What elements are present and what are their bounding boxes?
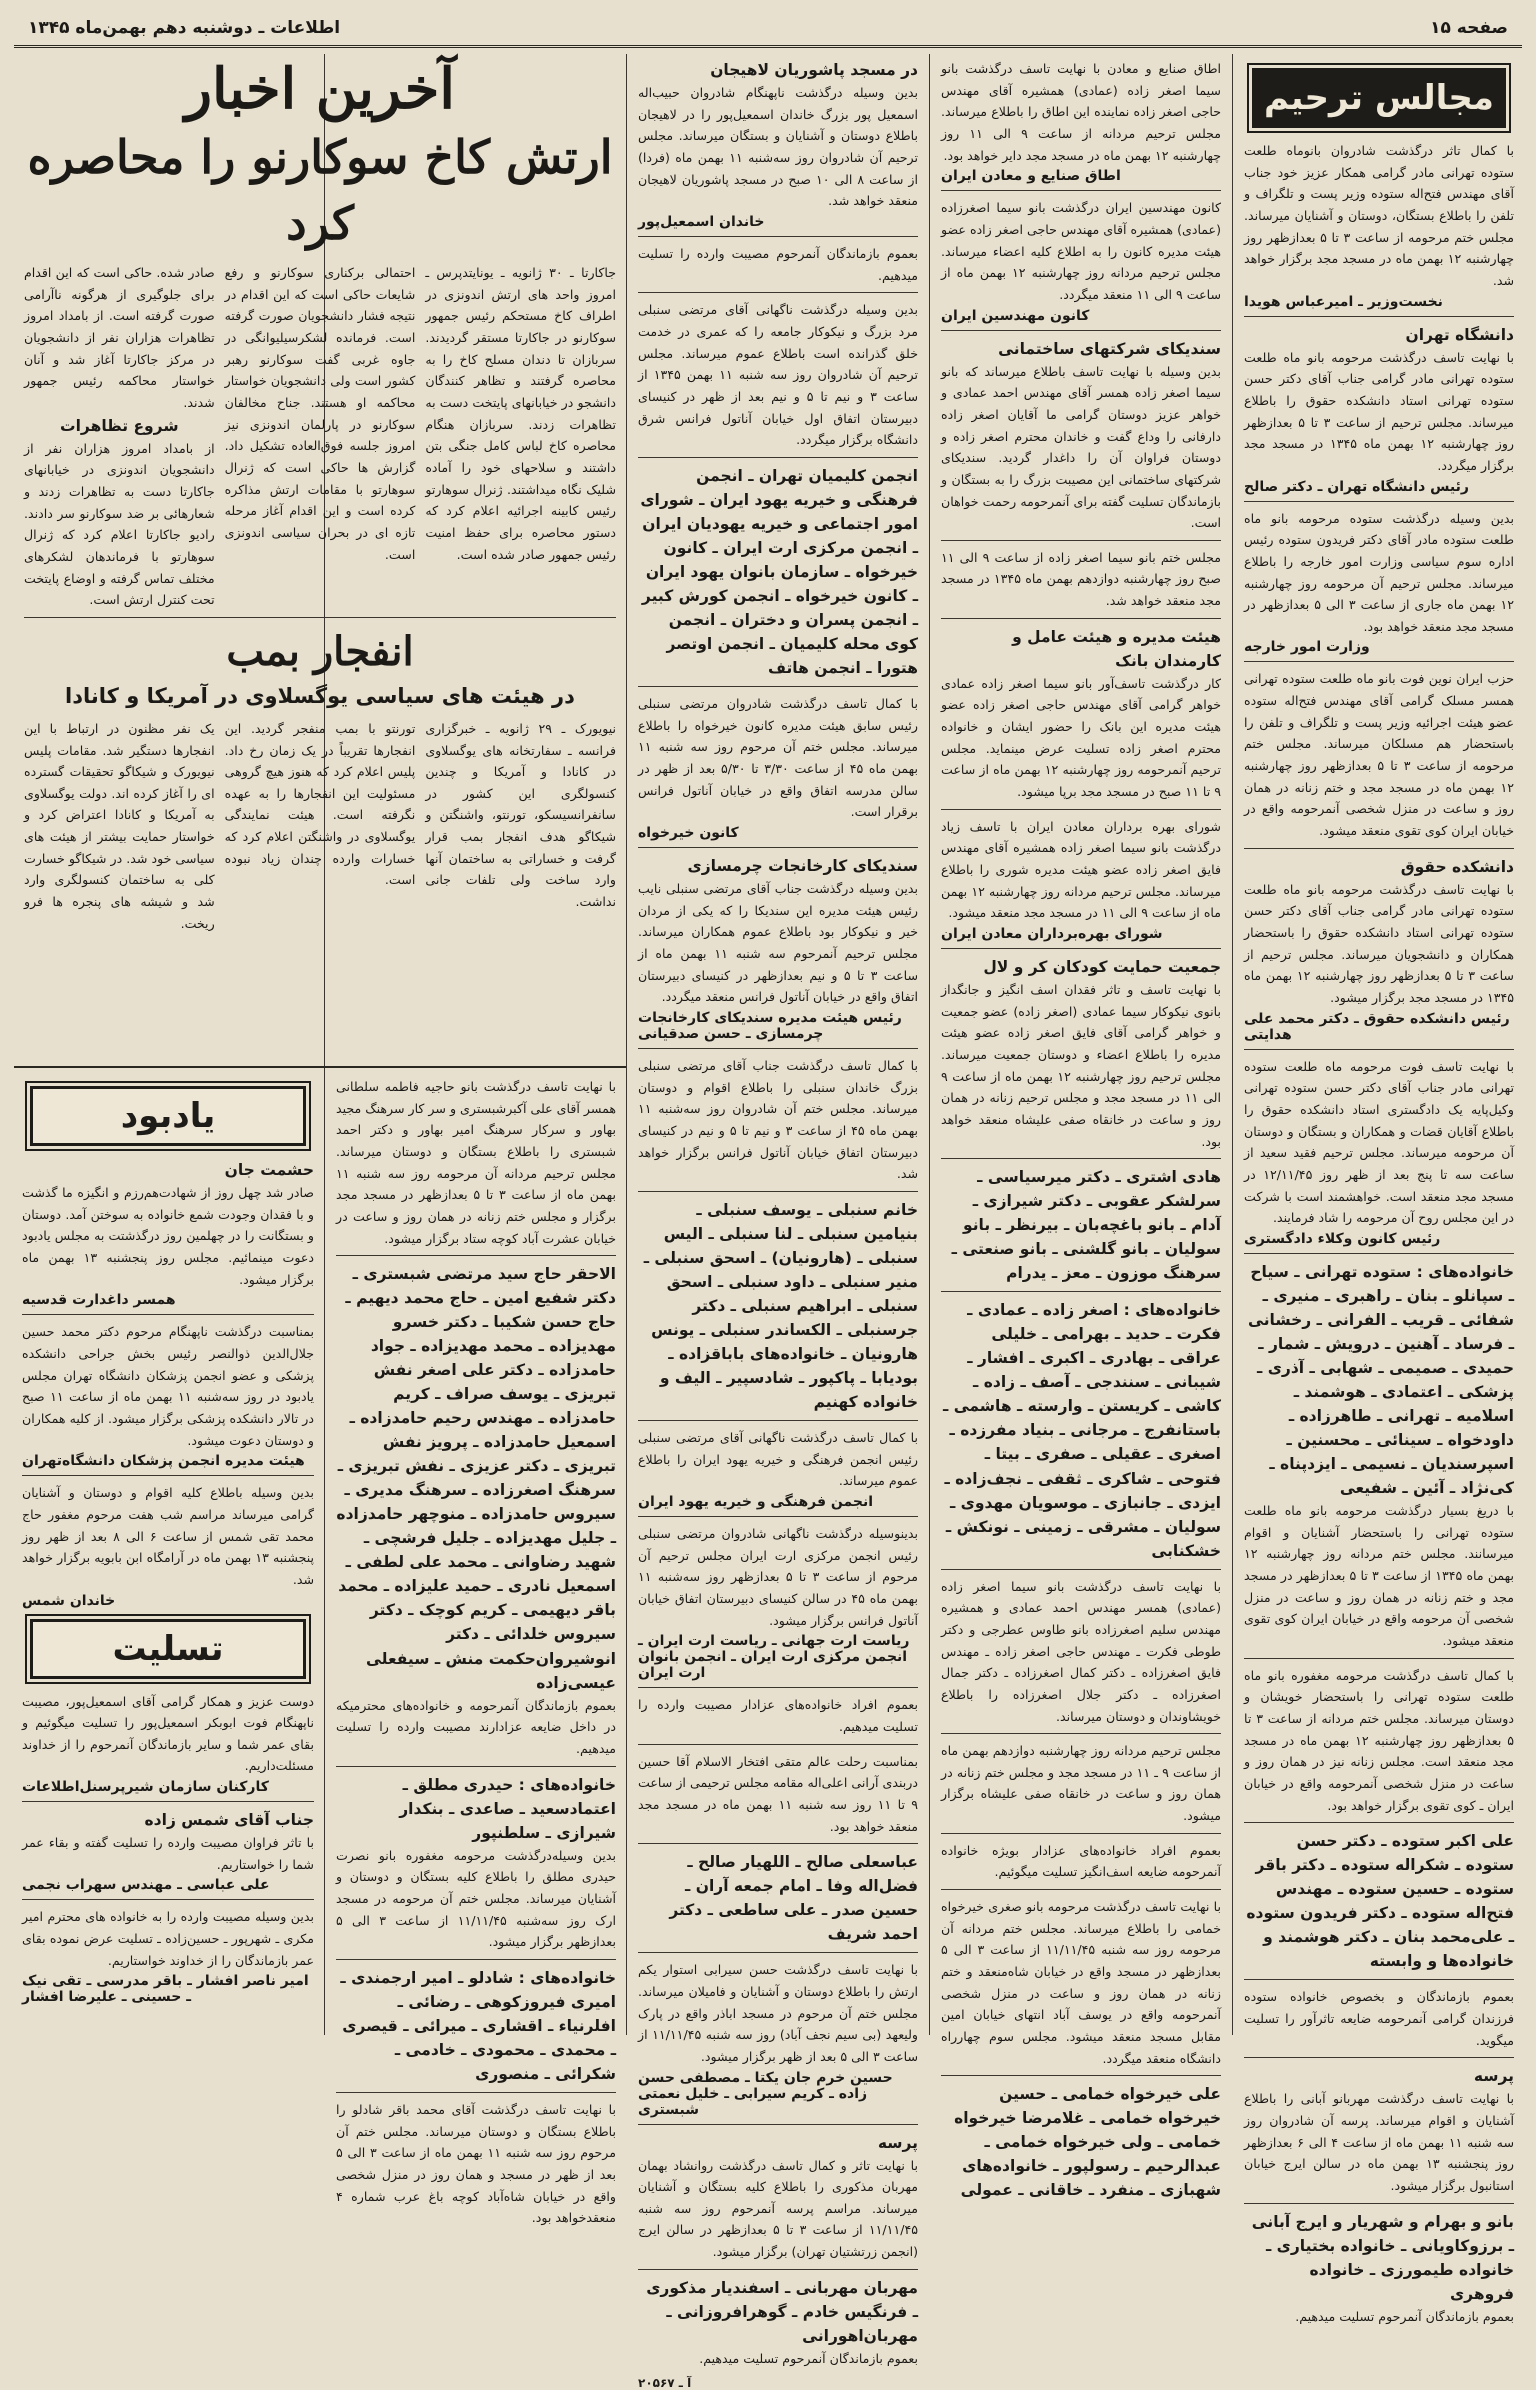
obituary-list	[941, 58, 1221, 2202]
notice-item	[941, 1165, 1221, 1285]
story-subhead: شروع تظاهرات	[60, 416, 179, 435]
notice-item	[1244, 1665, 1514, 1817]
divider	[941, 2075, 1221, 2076]
notice-signature: نخست‌وزیر ـ امیرعباس هویدا	[1244, 293, 1443, 310]
divider	[1244, 1049, 1514, 1050]
divider	[336, 2092, 616, 2093]
divider	[638, 1420, 918, 1421]
notice-item	[1244, 1829, 1514, 1973]
divider	[941, 1833, 1221, 1834]
divider	[941, 1733, 1221, 1734]
divider	[22, 1475, 314, 1476]
notice-signature: اطاق صنایع و معادن ایران	[941, 168, 1121, 185]
notice-body: بدین وسیله باطلاع کلیه اقوام و دوستان و آشنایان گرامی میرساند مراسم شب هفت مرحوم مغفور حاج محمد تقی شمس از ساعت ۶ الی ۸ بعد از ظهر روز پنجشنبه ۱۳ بهمن ماه در آرامگاه ابن بابویه برگزار خواهد شد.	[22, 1485, 315, 1587]
notice-body: با دریغ بسیار درگذشت مرحومه بانو ماه طلعت ستوده تهرانی را باستحضار آشنایان و اقوام میرسانند. مجلس ختم مردانه روز چهارشنبه ۱۲ بهمن ماه ۱۳۴۵ از ساعت ۳ تا ۵ بعدازظهر در مسجد مجد و ختم زنانه در همان روز و ساعت در منزل شخصی آن مرحومه واقع در خیابان ایران کوی تقوی منعقد میشود.	[1244, 1503, 1514, 1649]
notice-body: با نهایت تاسف درگذشت مرحومه بانو ماه طلعت ستوده تهرانی مادر گرامی جناب آقای دکتر حسن ستوده تهرانی استاد دانشکده حقوق را باستحضار همکاران و دانشجویان میرساند. مجلس ترحیم از ساعت ۳ تا ۵ بعدازظهر روز چهارشنبه ۱۲ بهمن ماه ۱۳۴۵ در مسجد مجد برگزار میشود.	[1244, 881, 1514, 1006]
notice-body: بدین وسیله درگذشت ناپهنگام شادروان حبیب‌اله اسمعیل پور بزرگ خاندان اسمعیل‌پور را در لاهیجان باطلاع دوستان و آشنایان و بستگان میرساند. مجلس ترحیم آن شادروان روز سه‌شنبه ۱۱ بهمن ماه (فردا) از ساعت ۸ الی ۱۰ صبح در مسجد پاشوریان لاهیجان منعقد خواهد شد.	[638, 85, 919, 209]
notice-item	[638, 1959, 918, 2117]
notice-body: شورای بهره برداران معادن ایران با تاسف زیاد درگذشت بانو سیما اصغر زاده همشیره آقای مهندس فایق اصغر زاده عضو هیئت مدیره شوری را باطلاع میرساند. مجلس ترحیم مردانه روز چهارشنبه ۱۲ بهمن ماه از ساعت ۹ الی ۱۱ در مسجد مجد منعقد میشود.	[941, 818, 1221, 921]
notice-heading: حشمت جان	[224, 1161, 314, 1179]
divider	[941, 190, 1221, 191]
notice-body: با کمال تاسف درگذشت شادروان مرتضی سنبلی رئیس سابق هیئت مدیره کانون خیرخواه را باطلاع میرساند. مجلس ختم آن مرحوم روز سه شنبه ۱۱ بهمن ماه ۴۵ از ساعت ۳/۳۰ تا ۵/۳۰ بعد از ظهر در سالن مدرسه اتفاق واقع در خیابان آناتول فرانس برقرار است.	[638, 696, 918, 820]
latest-news-block	[14, 54, 626, 1064]
divider	[638, 1952, 918, 1953]
notice-heading: هیئت مدیره و هیئت عامل و کارمندان بانک	[1012, 627, 1221, 670]
notice-heading: جناب آقای شمس زاده	[144, 1811, 314, 1830]
divider	[1244, 1253, 1514, 1254]
notice-body: بعموم بازماندگان آنمرحوم تسلیت میدهیم.	[1295, 2308, 1514, 2324]
notice-heading: در مسجد پاشوریان لاهیجان	[710, 61, 918, 79]
newspaper-page	[14, 10, 1522, 2390]
notice-heading: علی خیرخواه خمامی ـ حسین خیرخواه خمامی ـ غلامرضا خیرخواه خمامی ـ ولی خیرخواه خمامی ـ عبدالرحیم ـ رسولپور ـ خانواده‌های شهبازی ـ منفرد ـ خاقانی ـ عمولی	[954, 2085, 1221, 2200]
notice-heading: جمعیت حمایت کودکان کر و لال	[983, 958, 1221, 977]
divider	[1244, 2057, 1514, 2058]
divider	[941, 1569, 1221, 1570]
notice-item	[941, 337, 1221, 534]
notice-heading: خانواده‌های : ستوده تهرانی ـ سیاح ـ سپانلو ـ بنان ـ راهبری ـ منیری ـ شفائی ـ قریب ـ الفرانی ـ رخشانی ـ فرساد ـ آهنین ـ درویش ـ شمار ـ حمیدی ـ صمیمی ـ شهابی ـ آذری ـ پزشکی ـ اعتمادی ـ هوشمند ـ اسلامیه ـ تهرانی ـ طاهرزاده ـ داودخواه ـ سینائی ـ محسنین ـ اسپرسندیان ـ نسیمی ـ ایزدپناه ـ کی‌نژاد ـ آئین ـ شفیعی	[1248, 1262, 1514, 1498]
notice-item	[941, 1576, 1221, 1728]
notice-heading: علی اکبر ستوده ـ دکتر حسن ستوده ـ شکراله ستوده ـ دکتر باقر ستوده ـ حسین ستوده ـ مهندس فتح‌اله ستوده ـ دکتر فریدون ستوده ـ علی‌محمد بنان ـ دکتر هوشمند و خانواده‌ها و وابسته	[1246, 1832, 1514, 1971]
notice-body: بمناسبت درگذشت ناپهنگام مرحوم دکتر محمد حسین جلال‌الدین ذوالنصر رئیس بخش جراحی دانشکده پزشکی و عضو انجمن پزشکان دانشگاه تهران مجلس یادبود در روز سه‌شنبه ۱۱ بهمن ماه از ساعت ۱۱ صبح در تالار دانشکده پزشکی برگزار میشود. از کلیه همکاران و دوستان دعوت میشود.	[22, 1324, 314, 1448]
story-text: جاکارتا ـ ۳۰ ژانویه ـ یونایتدپرس ـ امروز واحد های ارتش اندونزی در اطراف کاخ مستحکم رئیس جمهور سوکارنو در جاکارتا مستقر گردیدند. سربازان تا دندان مسلح کاخ را به محاصره گرفتند و تظاهر کنندگان دانشجو در خیابانهای پایتخت دست به تظاهرات زدند. سربازان هنگام محاصره کاخ لباس کامل جنگی بتن داشتند و سلاحهای خود را آماده شلیک نگاه میداشتند. ژنرال سوهارتو رئیس کابینه اجرائیه اعلام کرد که دستور محاصره برای حفظ امنیت رئیس جمهور صادر شده است.	[425, 265, 617, 562]
notice-item	[941, 58, 1221, 184]
notice-body: با نهایت تاسف درگذشت بانو سیما اصغر زاده (عمادی) همسر مهندس احمد عمادی و همشیره مهندس سلیم اصغرزاده بانو طاوس عطرجی و دکتر طوطی فکرت ـ مهندس حاجی اصغر زاده ـ مهندس فایق اصغرزاده ـ دکتر کمال اصغرزاده ـ دکتر جمال اصغرزاده ـ دکتر جلال اصغرزاده را باطلاع خویشاوندان و دوستان میرساند.	[941, 1578, 1221, 1724]
notice-item	[638, 1751, 918, 1838]
divider	[14, 1066, 626, 1068]
divider	[941, 809, 1221, 810]
divider	[638, 236, 918, 237]
notice-body: بدین وسیله با نهایت تاسف باطلاع میرساند که بانو سیما اصغر زاده همسر آقای مهندس احمد عمادی و خواهر عزیز دوستان گرامی ما آقایان اصغر زاده دارفانی را وداع گفت و خاندان محترم اصغر زاده و دوستان فراوان آن را داغدار گردید. سندیکای شرکتهای ساختمانی این مصیبت بزرگ را به بستگان و بازماندگان تسلیت گفته برای آنمرحومه رحمت خواهان است.	[941, 363, 1221, 531]
divider	[941, 1291, 1221, 1292]
notice-item	[638, 1198, 918, 1414]
divider	[22, 1801, 314, 1802]
notice-signature: امیر ناصر افشار ـ باقر مدرسی ـ تقی نیک ـ حسینی ـ علیرضا افشار	[22, 1973, 309, 2006]
running-head	[14, 10, 1522, 48]
column-obituaries	[1236, 54, 1522, 2324]
divider	[638, 1516, 918, 1517]
notice-body: بدین وسیله‌درگذشت مرحومه مغفوره بانو نصرت حیدری مطلق را باطلاع کلیه بستگان و دوستان و آشنایان میرساند. مجلس ختم آن مرحومه در مسجد ارک روز سه‌شنبه ۱۱/۱۱/۴۵ از ساعت ۳ الی ۵ بعدازظهر برگزار میشود.	[336, 1847, 616, 1950]
notice-item	[1244, 323, 1514, 495]
notice-signature: خاندان اسمعیل‌پور	[638, 213, 765, 230]
notice-body: اطاق صنایع و معادن با نهایت تاسف درگذشت بانو سیما اصغر زاده (عمادی) همشیره آقای مهندس حاجی اصغر زاده نماینده این اطاق را باطلاع میرساند. مجلس ترحیم مردانه از ساعت ۹ الی ۱۱ روز چهارشنبه ۱۲ بهمن ماه در مسجد مجد دایر خواهد بود.	[941, 61, 1222, 163]
notice-body: بعموم افراد خانواده‌های عزادار مصیبت وارده را تسلیت میدهیم.	[638, 1697, 918, 1734]
divider	[336, 1255, 616, 1256]
notice-body: بدین وسیله درگذشت ستوده مرحومه بانو ماه طلعت ستوده مادر آقای دکتر فریدون ستوده رئیس اداره سوم سیاسی وزارت امور خارجه را باطلاع میرساند. مجلس ترحیم آن مرحومه روز چهارشنبه ۱۲ بهمن ماه جاری از ساعت ۳ الی ۵ بعدازظهر در مسجد مجد منعقد خواهد بود.	[1244, 510, 1515, 634]
divider	[941, 1889, 1221, 1890]
divider	[1244, 2203, 1514, 2204]
divider	[22, 1899, 314, 1900]
notice-heading: انجمن کلیمیان تهران ـ انجمن فرهنگی و خیریه یهود ایران ـ شورای امور اجتماعی و خیریه یهودیان ایران ـ انجمن مرکزی ارت ایران ـ کانون خیرخواه ـ سازمان بانوان یهود ایران ـ کانون خیرخواه ـ انجمن کورش کبیر ـ انجمن پسران و دختران ـ انجمن کوی محله کلیمیان ـ انجمن اوتصر هتورا ـ انجمن هاتف	[640, 466, 918, 677]
divider	[941, 618, 1221, 619]
notice-body: مجلس ختم بانو سیما اصغر زاده از ساعت ۹ الی ۱۱ صبح روز چهارشنبه دوازدهم بهمن ماه ۱۳۴۵ در مسجد مجد منعقد خواهد شد.	[941, 549, 1221, 609]
latest-news-banner: آخرین اخبار	[185, 56, 455, 122]
obituary-list	[638, 58, 918, 2370]
section-title-yadbud: یادبود	[30, 1086, 306, 1146]
divider	[638, 292, 918, 293]
notice-body: با نهایت تاسف درگذشت مرحومه بانو صغری خیرخواه خمامی را باطلاع میرساند. مجلس ختم مردانه آن مرحومه روز سه شنبه ۱۱/۱۱/۴۵ از ساعت ۳ الی ۵ بعدازظهر در مسجد واقع در خیابان شاه‌منعقد و ختم زنانه در همان روز و ساعت در منزل شخصی آنمرحومه واقع در یوسف آباد انتهای خیابان امین مقابل مسجد منعقد میشود. مجلس سوم چهارراه دانشگاه منعقد میگردد.	[941, 1899, 1221, 2066]
notice-item	[1244, 2210, 1514, 2328]
notice-item	[22, 1321, 314, 1469]
notice-body: حزب ایران نوین فوت بانو ماه طلعت ستوده تهرانی همسر مسلک گرامی آقای مهندس فتح‌اله ستوده عضو هیئت اجرائیه وزیر پست و تلگراف و تلفن را باستحضار هم مسلکان میرساند. مجلس ختم مرحومه از ساعت ۳ تا ۵ بعدازظهر روز چهارشنبه ۱۲ بهمن ماه در مسجد مجد و ختم زنانه در همان روز و ساعت در منزل شخصی آنمرحومه واقع در خیابان ایران کوی تقوی منعقد میشود.	[1244, 671, 1515, 839]
notice-item	[941, 955, 1221, 1152]
notice-heading: هادی اشتری ـ دکتر میرسیاسی ـ سرلشکر عقوبی ـ دکتر شیرازی ـ آدام ـ بانو باغچه‌بان ـ بیرنظر ـ بانو سولیان ـ بانو گلشنی ـ بانو صنعتی ـ سرهنگ موزون ـ معز ـ یدرام	[951, 1168, 1221, 1283]
divider	[638, 686, 918, 687]
notice-item	[638, 243, 918, 286]
notice-body: بدین وسیله درگذشت ناگهانی آقای مرتضی سنبلی مرد بزرگ و نیکوکار جامعه را که عمری در خدمت خلق گذرانده است باطلاع عموم میرساند. مجلس ترحیم آن شادروان روز سه شنبه ۱۱ بهمن ۱۳۴۵ از ساعت ۳ و نیم تا ۵ و نیم بعد از ظهر در کنیسای دبیرستان اتفاق اول خیابان آناتول فرانس شرق دانشگاه برگزار میگردد.	[638, 302, 918, 448]
notice-item	[941, 547, 1221, 612]
divider	[336, 1959, 616, 1960]
notice-item	[336, 1966, 616, 2086]
story-sukarno	[24, 262, 616, 611]
column-obituaries-2	[933, 54, 1229, 2200]
story-bomb	[24, 718, 616, 935]
ad-code: آ ـ ۲۰۵۶۷	[638, 2375, 692, 2390]
notice-body: با نهایت تاسف درگذشت آقای محمد باقر شادلو را باطلاع بستگان و دوستان میرساند. مجلس ختم آن مرحوم روز سه شنبه ۱۱ بهمن ماه از ساعت ۳ الی ۵ بعد از ظهر در مسجد و همان روز در منزل شخصی واقع در خیابان شاه‌آباد کوچه باغ عرب شماره ۴ منعقدخواهد بود.	[336, 2101, 617, 2226]
section-title-taslit: تسلیت	[30, 1619, 306, 1679]
notice-body: با نهایت تاسف درگذشت مرحومه بانو ماه طلعت ستوده تهرانی مادر گرامی جناب آقای دکتر حسن ستوده تهرانی استاد دانشکده حقوق را باطلاع میرساند. مجلس ترحیم از ساعت ۳ تا ۵ بعدازظهر روز چهارشنبه ۱۲ بهمن ماه ۱۳۴۵ در مسجد مجد برگزار میگردد.	[1244, 349, 1514, 473]
page-number: صفحه ۱۵	[1430, 17, 1508, 38]
notice-item	[638, 464, 918, 680]
notice-body: بعموم بازماندگان و بخصوص خانواده ستوده فرزندان گرامی آنمرحومه ضایعه تاثرآور را تسلیت میگوید.	[1244, 1989, 1514, 2048]
notice-signature: کانون خیرخواه	[638, 824, 739, 841]
notice-heading: سندیکای شرکتهای ساختمانی	[998, 339, 1221, 358]
notice-item	[638, 1694, 918, 1737]
column-memorial	[14, 1072, 322, 2035]
notice-item	[1244, 508, 1514, 656]
section-title-majales-tarhim: مجالس ترحیم	[1252, 68, 1506, 128]
story-text: صادر شده. حاکی است که این اقدام برای جلوگیری از هرگونه ناآرامی صورت گرفته است. از بامداد امروز تظاهرات هزاران نفر از دانشجویان در مرکز جاکارتا آغاز شد و آنان خواستار محاکمه رئیس جمهور شدند.	[23, 265, 215, 410]
divider	[336, 1766, 616, 1767]
notice-item	[941, 2082, 1221, 2202]
notice-body: بعموم بازماندگان آنمرحوم تسلیت میدهیم.	[699, 2350, 918, 2366]
notice-signature: رئیس هیئت مدیره سندیکای کارخانجات چرمسازی ـ حسن صدقیانی	[638, 1009, 902, 1042]
notice-body: با کمال تاسف درگذشت ناگهانی آقای مرتضی سنبلی رئیس انجمن فرهنگی و خیریه یهود ایران را باطلاع عموم میرساند.	[638, 1429, 918, 1489]
notice-body: بعموم افراد خانواده‌های عزادار بویژه خانواده آنمرحومه ضایعه اسف‌انگیز تسلیت میگوئیم.	[941, 1842, 1221, 1880]
notice-item	[941, 1840, 1221, 1883]
notice-item	[1244, 140, 1514, 310]
obituary-list	[1244, 140, 1514, 2327]
notice-heading: پرسه	[877, 2133, 918, 2152]
notice-heading: بانو و بهرام و شهریار و ایرج آبانی ـ برزوکاویانی ـ خانواده بختیاری ـ خانواده طیمورزی ـ خانواده فروهری	[1251, 2212, 1514, 2303]
date-line: اطلاعات ـ دوشنبه دهم بهمن‌ماه ۱۳۴۵	[28, 17, 341, 38]
notice-item	[1244, 668, 1514, 841]
notice-signature: حسین خرم جان یکتا ـ مصطفی حسن زاده ـ کریم سیرابی ـ خلیل نعمتی شبستری	[638, 2069, 893, 2118]
notice-item	[941, 1896, 1221, 2069]
notice-body: کانون مهندسین ایران درگذشت بانو سیما اصغرزاده (عمادی) همشیره آقای مهندس حاجی اصغر زاده عضو هیئت مدیره کانون را به اطلاع کلیه اعضاء میرساند. مجلس ترحیم مردانه روز چهارشنبه ۱۲ بهمن ماه از ساعت ۹ الی ۱۱ منعقد میگردد.	[941, 200, 1221, 302]
notice-body: با نهایت تاثر و کمال تاسف درگذشت روانشاد بهمان مهربان مذکوری را باطلاع کلیه بستگان و آشنایان میرساند. مراسم پرسه آنمرحوم روز سه شنبه ۱۱/۱۱/۴۵ از ساعت ۳ تا ۵ بعدازظهر در سالن ایرج (انجمن زرتشتیان تهران) برگزار میشود.	[638, 2157, 918, 2260]
notice-body: با نهایت تاسف درگذشت حسن سیرابی استوار یکم ارتش را باطلاع دوستان و آشنایان و فامیلان میرساند. مجلس ختم آن مرحوم در مسجد اباذر واقع در پارک ولیعهد (بی سیم نجف آباد) روز سه شنبه ۱۱/۱۱/۴۵ از ساعت ۳ الی ۵ بعد از ظهر برگزار میشود.	[638, 1962, 918, 2064]
column-rule	[626, 54, 627, 2035]
notice-signature: انجمن فرهنگی و خیریه یهود ایران	[638, 1493, 874, 1510]
story-text: از بامداد امروز هزاران نفر از دانشجویان اندونزی در خیابانهای جاکارتا دست به تظاهرات زدند و شعارهائی بر ضد سوکارنو سر دادند. رادیو جاکارتا اعلام کرد که ژنرال سوهارتو با فرماندهان لشکرهای مختلف تماس گرفته و اوضاع پایتخت تحت کنترل ارتش است.	[23, 440, 215, 608]
notice-signature: همسر داغدارت قدسیه	[22, 1292, 176, 1309]
notice-heading: خانواده‌های : اصغر زاده ـ عمادی ـ فکرت ـ حدید ـ بهرامی ـ خلیلی عراقی ـ بهادری ـ اکبری ـ افشار ـ شیبانی ـ سنندجی ـ آصف ـ زاده ـ کاشی ـ کریستن ـ وارسته ـ هاشمی ـ باستانفرج ـ مرجانی ـ بنیاد مفرزده ـ اصغری ـ عقیلی ـ صفری ـ بیتا ـ فتوحی ـ شاکری ـ ثقفی ـ نجف‌زاده ـ ایزدی ـ جانبازی ـ موسویان مهدوی ـ سولیان ـ مشرقی ـ زمینی ـ نونکش ـ خشکنابی	[943, 1301, 1221, 1560]
divider	[638, 847, 918, 848]
notice-heading: مهربان مهربانی ـ اسفندیار مذکوری ـ فرنگیس خادم ـ گوهرافروزانی ـ مهربان‌اهورانی	[646, 2278, 918, 2345]
notice-item	[336, 2099, 616, 2229]
notice-body: بمناسبت رحلت عالم متقی افتخار الاسلام آقا حسین دربندی آرانی اعلی‌اله مقامه مجلس ترحیمی از ساعت ۹ تا ۱۱ روز سه شنبه ۱۱ بهمن ماه در مسجد مجد منعقد خواهد بود.	[638, 1753, 918, 1834]
divider	[941, 948, 1221, 949]
notice-heading: پرسه	[1473, 2067, 1514, 2086]
story-text: نیویورک ـ ۲۹ ژانویه ـ خبرگزاری فرانسه ـ سفارتخانه های یوگسلاوی در کانادا و آمریکا و چندین کنسولگری این کشور در سانفرانسیسکو، تورنتو، واشنگتن و شیکاگو هدف انفجار بمب قرار گرفت و خساراتی به ساختمان آنها وارد ساخت ولی تلفات جانی نداشت.	[425, 720, 617, 910]
notice-item	[638, 1850, 918, 1946]
divider	[638, 457, 918, 458]
notice-body: با نهایت تاسف درگذشت مهربانو آبانی را باطلاع آشنایان و اقوام میرساند. پرسه آن شادروان روز سه شنبه ۱۱ بهمن ماه از ساعت ۴ الی ۶ بعدازظهر روز پنجشنبه ۱۳ بهمن ماه در سالن ایرج خیابان استانبول برگزار میشود.	[1244, 2091, 1514, 2193]
obituary-list	[336, 1076, 616, 2229]
divider	[1244, 1979, 1514, 1980]
notice-signature: رئیس دانشگاه تهران ـ دکتر صالح	[1244, 478, 1469, 495]
notice-item	[1244, 1986, 1514, 2051]
notice-signature: رئیس دانشکده حقوق ـ دکتر محمد علی هدایتی	[1244, 1010, 1510, 1043]
notice-item	[941, 625, 1221, 803]
notice-body: با کمال تاثر درگذشت شادروان بانوماه طلعت ستوده تهرانی مادر گرامی همکار عزیز خود جناب آقای مهندس فتح‌اله ستوده وزیر پست و تلگراف و تلفن را باطلاع بستگان، دوستان و آشنایان میرساند. مجلس ختم مرحومه از ساعت ۳ تا ۵ بعدازظهر روز چهارشنبه ۱۲ بهمن ماه در مسجد مجد برگزار خواهد شد.	[1244, 143, 1514, 288]
notice-body: بدین وسیله مصیبت وارده را به خانواده های محترم امیر مکری ـ شهرپور ـ حسین‌زاده ـ تسلیت عرض نموده بقای عمر بازماندگان را از خداوند خواستاریم.	[22, 1909, 314, 1968]
notice-body: کار درگذشت تاسف‌آور بانو سیما اصغر زاده عمادی خواهر گرامی آقای مهندس حاجی اصغر زاده عضو هیئت مدیره این بانک را حضور ایشان و خانواده محترم اصغر زاده تسلیت عرض مینماید. مجلس ترحیم آنمرحومه روز چهارشنبه ۱۲ بهمن ماه از ساعت ۹ تا ۱۱ صبح در مسجد مجد برپا میشود.	[941, 675, 1221, 800]
notice-heading: دانشکده حقوق	[1400, 857, 1514, 876]
notice-signature: علی عباسی ـ مهندس سهراب نجمی	[22, 1877, 270, 1894]
notice-item	[941, 816, 1221, 942]
notice-item	[1244, 855, 1514, 1043]
divider	[941, 330, 1221, 331]
notice-body: بدین وسیله درگذشت جناب آقای مرتضی سنبلی نایب رئیس هیئت مدیره این سندیکا را که یکی از مردان خیر و نیکوکار بود باطلاع عموم همکاران میرساند. مجلس ترحیم آنمرحوم سه شنبه ۱۱ بهمن ماه از ساعت ۳ تا ۵ و نیم بعدازظهر در کنیسای دبیرستان اتفاق واقع در خیابان آناتول فرانس منعقد میگردد.	[638, 880, 918, 1005]
notice-item	[638, 854, 918, 1042]
notice-item	[638, 1055, 918, 1185]
notice-body: با تاثر فراوان مصیبت وارده را تسلیت گفته و بقاء عمر شما را خواستاریم.	[22, 1835, 314, 1872]
divider	[1244, 1658, 1514, 1659]
divider	[1244, 316, 1514, 317]
notice-item	[638, 299, 918, 451]
notice-body: با کمال تاسف درگذشت مرحومه مغفوره بانو ماه طلعت ستوده تهرانی را باستحضار خویشان و دوستان میرساند. مجلس ختم مردانه از ساعت ۳ تا ۵ بعدازظهر روز چهارشنبه ۱۲ بهمن ماه در مسجد مجد منعقد است. مجلس زنانه نیز در همان روز و ساعت در منزل شخصی آنمرحومه واقع در خیابان ایران ـ کوی تقوی برگزار خواهد بود.	[1244, 1667, 1514, 1813]
headline-sukarno: ارتش کاخ سوکارنو را محاصره کرد	[27, 130, 613, 250]
notice-item	[1244, 1260, 1514, 1652]
notice-signature: رئیس کانون وکلاء دادگستری	[1244, 1230, 1441, 1247]
headline-bomb: انفجار بمب	[226, 627, 414, 675]
divider	[638, 1687, 918, 1688]
notice-body: با کمال تاسف درگذشت جناب آقای مرتضی سنبلی بزرگ خاندان سنبلی را باطلاع اقوام و دوستان میرساند. مجلس ختم آن شادروان روز سه‌شنبه ۱۱ بهمن ماه ۴۵ از ساعت ۳ و نیم تا ۵ و نیم در کنیسای دبیرستان اتفاق خیابان آناتول فرانس برگزار خواهد شد.	[638, 1057, 919, 1182]
notice-item	[638, 1523, 918, 1681]
notice-item	[638, 58, 918, 230]
notice-item	[22, 1158, 314, 1308]
divider	[638, 2124, 918, 2125]
notice-body: بعموم بازماندگان آنمرحوم مصیبت وارده را تسلیت میدهیم.	[638, 245, 918, 283]
notice-body: بدینوسیله درگذشت ناگهانی شادروان مرتضی سنبلی رئیس انجمن مرکزی ارت ایران مجلس ترحیم آن مرحوم از ساعت ۳ تا ۵ بعدازظهر روز سه‌شنبه ۱۱ بهمن ماه ۴۵ در سالن کنیسای دبیرستان اتفاق خیابان آناتول فرانس برگزار میشود.	[638, 1525, 918, 1628]
divider	[1244, 848, 1514, 849]
notice-heading: الاحقر حاج سید مرتضی شبستری ـ دکتر شفیع امین ـ حاج محمد دیهیم ـ حاج حسن شکیبا ـ دکتر خسرو مهدیزاده ـ محمد مهدیزاده ـ جواد حامدزاده ـ دکتر علی اصغر نفش تبریزی ـ یوسف صراف ـ کریم حامدزاده ـ مهندس رحیم حامدزاده ـ اسمعیل حامدزاده ـ پرویز نفش تبریزی ـ دکتر عزیزی ـ نفش تبریزی ـ سرهنگ اصغرزاده ـ سرهنگ مدیری ـ سیروس حامدزاده ـ منوچهر حامدزاده ـ جلیل مهدیزاده ـ جلیل فرشچی ـ شهید رضاوانی ـ محمد علی لطفی ـ اسمعیل نادری ـ حمید علیزاده ـ محمد باقر دیهیمی ـ کریم کوچک ـ دکتر سیروس خلدائی ـ دکتر انوشیروان‌حکمت منش ـ سیفعلی عیسی‌زاده	[336, 1265, 616, 1692]
notice-item	[638, 693, 918, 841]
notice-item	[941, 1298, 1221, 1562]
notice-body: با نهایت تاسف و تاثر فقدان اسف انگیز و جانگداز بانوی نیکوکار سیما عمادی (اصغر زاده) عضو جمعیت و خواهر گرامی آقای فایق اصغر زاده عضو هیئت مدیره را باطلاع اعضاء و دوستان جمعیت میرساند. مجلس ترحیم روز چهارشنبه ۱۲ بهمن ماه از ساعت ۹ الی ۱۱ در مسجد مجد و مجلس ترحیم زنانه در همان روز و ساعت در خانقاه صفی علیشاه منعقد خواهد بود.	[941, 982, 1222, 1149]
column-obituaries-3	[630, 54, 926, 2390]
story-text: تورنتو با بمب منفجر گردید. این انفجارها تقریباً در یک زمان رخ داد. پلیس اعلام کرد که هنوز هیچ گروهی مسئولیت این انفجارها را به عهده نگرفته است. هیئت نمایندگی یوگسلاوی در واشنگتن اعلام کرد که خسارات وارده چندان زیاد نبوده است.	[224, 720, 416, 888]
notice-item	[638, 2276, 918, 2370]
notice-body: با نهایت تاسف درگذشت بانو حاجیه فاطمه سلطانی همسر آقای علی آکبرشبستری و سر کار سرهنگ مجید بهاور و سرکار سرهنگ امیر بهاور و دکتر احمد شبستری را باطلاع بستگان و دوستان میرساند. مجلس ترحیم مردانه آن مرحومه روز سه شنبه ۱۱ بهمن ماه از ساعت ۳ تا ۵ بعدازظهر در مسجد مجد برگزار و مجلس ختم زنانه در همان روز و ساعت در خیابان عشرت آباد کوچه ستاد برگزار میشود.	[336, 1079, 616, 1246]
notice-item	[1244, 2064, 1514, 2196]
column-obituaries-4	[328, 1072, 624, 2226]
notice-signature: ریاست ارت جهانی ـ ریاست ارت ایران ـ انجمن مرکزی ارت ایران ـ انجمن بانوان ارت ایران	[638, 1633, 910, 1682]
divider	[638, 2269, 918, 2270]
notice-item	[336, 1262, 616, 1759]
condolence-list	[22, 1691, 314, 2006]
divider	[638, 1744, 918, 1745]
notice-item	[22, 1482, 314, 1608]
notice-item	[1244, 1056, 1514, 1247]
notice-body: مجلس ترحیم مردانه روز چهارشنبه دوازدهم بهمن ماه از ساعت ۹ ـ ۱۱ در مسجد مجد و مجلس ختم زنانه در همان روز و ساعت در خانقاه صفی علیشاه برگزار میشود.	[941, 1743, 1221, 1824]
notice-signature: هیئت مدیره انجمن پزشکان دانشگاه‌تهران	[22, 1453, 305, 1470]
notice-signature: کانون مهندسین ایران	[941, 307, 1090, 324]
divider	[22, 1314, 314, 1315]
notice-item	[941, 1740, 1221, 1827]
notice-body: با نهایت تاسف فوت مرحومه ماه طلعت ستوده تهرانی مادر جناب آقای دکتر حسن ستوده تهرانی وکیل‌پایه یک دادگستری استاد دانشکده حقوق را باطلاع آقایان قضات و همکاران و بستگان و دوستان آن مرحومه میرساند. مجلس ترحیم فقید سعید از ساعت سه تا پنج بعد از ظهر روز ۱۲/۱۱/۴۵ در مسجد مجد منعقد است. خواهشمند است با شرکت در این مجلس روح آن مرحومه را شاد فرمایند.	[1244, 1058, 1515, 1226]
divider	[1244, 661, 1514, 662]
column-rule	[929, 54, 930, 2035]
notice-body: دوست عزیز و همکار گرامی آقای اسمعیل‌پور، مصیبت ناپهنگام فوت ابوبکر اسمعیل‌پور را تسلیت میگوئیم و بقای عمر شما و سایر بازماندگان آنمرحوم را از خداوند مسئلت‌داریم.	[22, 1693, 314, 1774]
notice-heading: خانواده‌های : شادلو ـ امیر ارجمندی ـ امیری فیروزکوهی ـ رضائی ـ افلرنیاء ـ اقشاری ـ میرائی ـ قیصری ـ محمدی ـ محمودی ـ خادمی ـ شکرائی ـ منصوری	[340, 1968, 616, 2083]
divider	[638, 1843, 918, 1844]
column-rule	[1232, 54, 1233, 2035]
notice-item	[638, 2131, 918, 2263]
divider	[941, 540, 1221, 541]
notice-signature: کارکنان سازمان شیرپرسنل‌اطلاعات	[22, 1779, 269, 1796]
divider	[941, 1158, 1221, 1159]
notice-item	[22, 1808, 314, 1893]
notice-item	[336, 1076, 616, 1249]
notice-signature: خاندان شمس	[22, 1592, 116, 1609]
notice-heading: سندیکای کارخانجات چرمسازی	[687, 856, 918, 875]
notice-item	[638, 1427, 918, 1510]
subheadline-bomb: در هیئت های سیاسی یوگسلاوی در آمریکا و کانادا	[65, 683, 575, 708]
notice-body: صادر شد چهل روز از شهادت‌هم‌رزم و انگیزه ما گذشت و با فقدان وجودت شمع خانواده به سوختن آمد. دوستان و بستگانت را در چهلمین روز درگذشتت به مجلس یادبود دعوت مینمائیم. مجلس روز پنجشنبه ۱۳ بهمن ماه برگزار میشود.	[22, 1185, 314, 1287]
notice-body: بعموم بازماندگان آنمرحومه و خانواده‌های محترمیکه در داخل ضایعه عزادارند مصیبت وارده را تسلیت میدهیم.	[336, 1697, 616, 1756]
divider	[638, 1191, 918, 1192]
notice-heading: دانشگاه تهران	[1405, 325, 1514, 344]
notice-heading: عباسعلی صالح ـ اللهیار صالح ـ فضل‌اله وفا ـ امام جمعه آران ـ حسین صدر ـ علی ساطعی ـ دکتر احمد شریف	[669, 1853, 918, 1944]
notice-item	[336, 1773, 616, 1953]
memorial-list	[22, 1158, 314, 1609]
notice-signature: شورای بهره‌برداران معادن ایران	[941, 926, 1163, 943]
divider	[1244, 501, 1514, 502]
story-text: یک نفر مظنون در ارتباط با این انفجارها دستگیر شد. مقامات پلیس نیویورک و شیکاگو تحقیقات گسترده ای را آغاز کرده اند. دولت یوگسلاوی به آمریکا و کانادا اعتراض کرد و خواستار حمایت بیشتر از هیئت های سیاسی خود شد. در شیکاگو خسارت کلی به ساختمان کنسولگری وارد شد و شیشه های پنجره ها فرو ریخت.	[23, 720, 215, 931]
story-text: احتمالی برکناری سوکارنو و رفع شایعات حاکی است که این اقدام در نتیجه فشار دانشجویان صورت گرفته است. فرمانده لشکرسیلیوانگی در جاوه غربی گفت سوکارنو رهبر کشور است ولی دانشجویان خواستار محاکمه او هستند. جناح مخالفان سوکارنو در پارلمان اندونزی نیز امروز جلسه فوق‌العاده تشکیل داد. گزارش ها حاکی است که ژنرال سوهارتو با مقامات ارتش مذاکره کرده است و این اقدام آغاز مرحله تازه ای در بحران سیاسی اندونزی است.	[224, 265, 416, 562]
notice-item	[941, 197, 1221, 323]
divider	[638, 1048, 918, 1049]
notice-heading: خانواده‌های : حیدری مطلق ـ اعتمادسعید ـ صاعدی ـ بنکدار شیرازی ـ سلطنپور	[399, 1775, 616, 1842]
notice-heading: خانم سنبلی ـ یوسف سنبلی ـ بنیامین سنبلی ـ لنا سنبلی ـ الیس سنبلی ـ (هارونیان) ـ اسحق سنبلی ـ منیر سنبلی ـ داود سنبلی ـ اسحق سنبلی ـ ابراهیم سنبلی ـ دکتر جرسنبلی ـ الکساندر سنبلی ـ یونس هارونیان ـ خانواده‌های باباقزاده ـ بودیابا ـ پاکپور ـ شادسپیر ـ الیف و خانواده کهنیم	[643, 1200, 918, 1411]
notice-item	[22, 1691, 314, 1796]
notice-signature: وزارت امور خارجه	[1244, 639, 1370, 656]
divider	[24, 617, 616, 618]
notice-item	[22, 1906, 314, 2005]
divider	[1244, 1822, 1514, 1823]
